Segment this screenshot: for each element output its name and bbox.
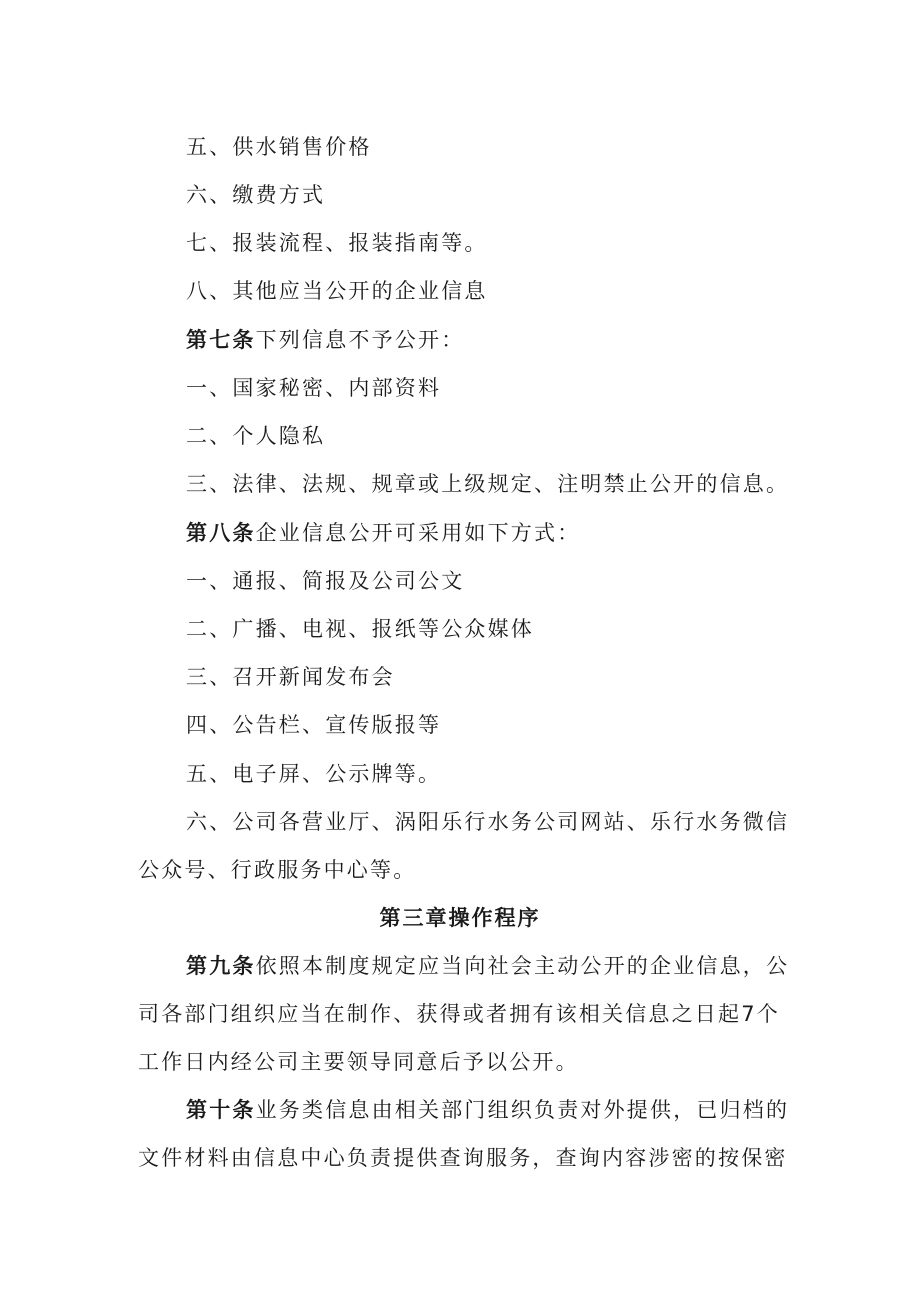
article-8-label: 第八条 (186, 521, 256, 545)
list-item: 二、个人隐私 (186, 424, 326, 448)
list-item: 七、报装流程、报装指南等。 (186, 231, 488, 255)
chapter-heading: 第三章操作程序 (379, 906, 541, 930)
list-item: 三、法律、法规、规章或上级规定、注明禁止公开的信息。 (186, 472, 790, 496)
list-item: 一、国家秘密、内部资料 (186, 376, 442, 400)
article-10-text: 业务类信息由相关部门组织负责对外提供，已归档的 (255, 1098, 790, 1122)
list-item-continuation: 公众号、行政服务中心等。 (138, 858, 417, 882)
article-9-text: 依照本制度规定应当向社会主动公开的企业信息，公 (255, 954, 790, 978)
article-10-paragraph (186, 1096, 789, 1124)
article-7-paragraph (186, 326, 464, 354)
list-item: 四、公告栏、宣传版报等 (186, 713, 442, 737)
article-7-text: 下列信息不予公开： (255, 328, 465, 352)
list-item: 二、广播、电视、报纸等公众媒体 (186, 617, 534, 641)
article-8-text: 企业信息公开可采用如下方式： (255, 521, 581, 545)
list-item: 五、电子屏、公示牌等。 (186, 762, 442, 786)
article-9-label: 第九条 (186, 954, 256, 978)
article-8-paragraph (186, 519, 580, 547)
article-9-line-2: 司各部门组织应当在制作、获得或者拥有该相关信息之日起7个 (138, 1002, 780, 1026)
list-item: 五、供水销售价格 (186, 135, 372, 159)
list-item: 三、召开新闻发布会 (186, 665, 395, 689)
article-10-line-2: 文件材料由信息中心负责提供查询服务，查询内容涉密的按保密 (138, 1146, 788, 1170)
list-item: 六、缴费方式 (186, 183, 326, 207)
list-item: 一、通报、简报及公司公文 (186, 569, 465, 593)
article-9-line-3: 工作日内经公司主要领导同意后予以公开。 (138, 1050, 579, 1074)
list-item: 六、公司各营业厅、涡阳乐行水务公司网站、乐行水务微信 (186, 810, 790, 834)
article-9-paragraph (186, 952, 789, 980)
article-7-label: 第七条 (186, 328, 256, 352)
article-10-label: 第十条 (186, 1098, 256, 1122)
list-item: 八、其他应当公开的企业信息 (186, 279, 488, 303)
